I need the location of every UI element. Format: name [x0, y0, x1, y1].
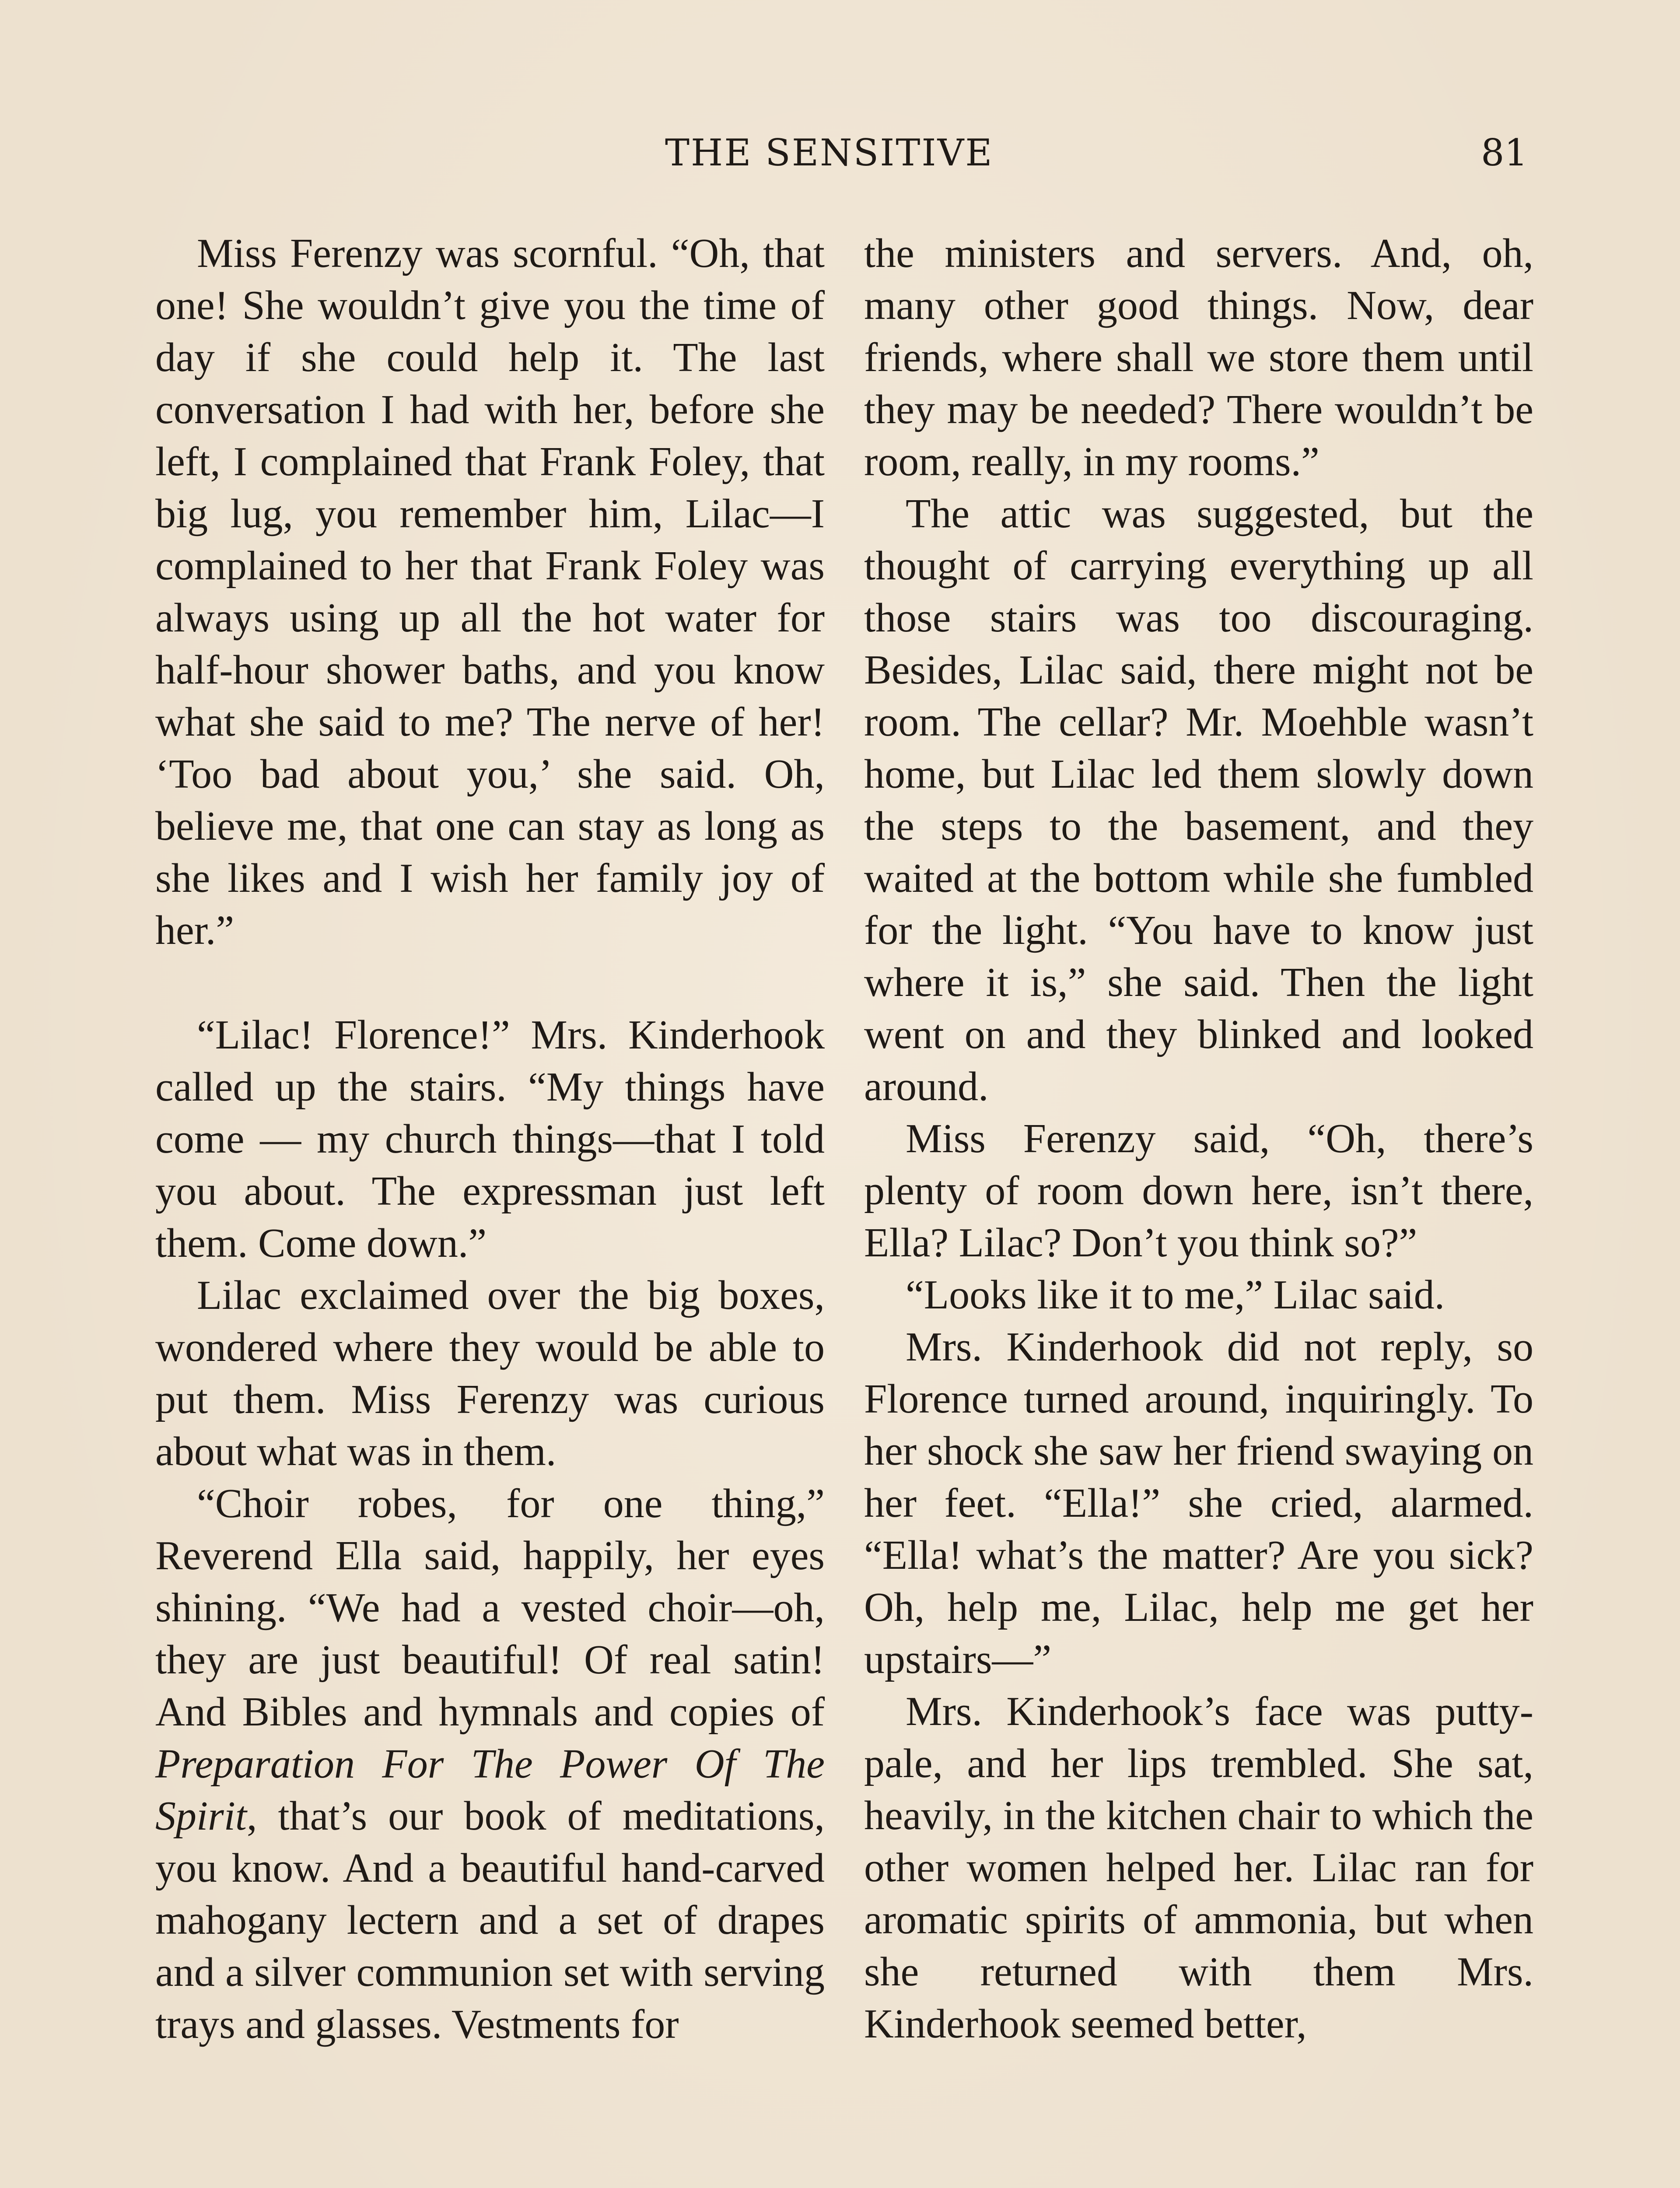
paragraph — [155, 1478, 825, 2051]
paragraph: the ministers and servers. And, oh, many other good things. Now, dear friends, where shall we store them until they may be needed? There wouldn’t be room, really, in my rooms.” — [864, 231, 1533, 484]
paragraph: The attic was suggested, but the thought of carrying everything up all those stairs was too discouraging. Besides, Lilac said, there might not be room. The cellar? Mr. Moehble wasn’t home, but Lilac led them slowly down the steps to the basement, and they waited at the bottom while she fumbled for the light. “You have to know just where it is,” she said. Then the light went on and they blinked and looked around. — [864, 491, 1533, 1109]
page-number: 81 — [1481, 131, 1528, 174]
paragraph-text: , that’s our book of meditations, you know. And a beautiful hand-carved mahogany lectern and a set of drapes and a silver communion set with serving trays and glasses. Vestments for — [155, 1793, 825, 2047]
paragraph: “Lilac! Florence!” Mrs. Kinderhook called up the stairs. “My things have come — my church things—that I told you about. The expressman just left them. Come down.” — [155, 1012, 825, 1266]
section-break — [155, 957, 825, 1009]
paragraph-text: “Choir robes, for one thing,” Reverend Ella said, happily, her eyes shining. “We had a vested choir—oh, they are just beautiful! Of real satin! And Bibles and hymnals and copies of — [155, 1481, 825, 1735]
paragraph: Miss Ferenzy was scornful. “Oh, that one! She wouldn’t give you the time of day if she could help it. The last conversation I had with her, before she left, I complained that Frank Foley, that big lug, you remember him, Lilac—I complained to her that Frank Foley was always using up all the hot water for half-hour shower baths, and you know what she said to me? The nerve of her! ‘Too bad about you,’ she said. Oh, believe me, that one can stay as long as she likes and I wish her family joy of her.” — [155, 231, 825, 953]
paragraph: Mrs. Kinderhook did not reply, so Florence turned around, inquiringly. To her shock she saw her friend swaying on her feet. “Ella!” she cried, alarmed. “Ella! what’s the matter? Are you sick? Oh, help me, Lilac, help me get her upstairs—” — [864, 1324, 1533, 1682]
running-title: THE SENSITIVE — [665, 131, 994, 174]
paragraph: Lilac exclaimed over the big boxes, wondered where they would be able to put them. Miss Ferenzy was curious about what was in them. — [155, 1273, 825, 1474]
book-title: Preparation For The Power Of The Spirit — [155, 1741, 825, 1839]
left-column — [155, 228, 825, 2051]
paragraph: Mrs. Kinderhook’s face was putty-pale, and her lips trembled. She sat, heavily, in the kitchen chair to which the other women helped her. Lilac ran for aromatic spirits of ammonia, but when she returned with them Mrs. Kinderhook seemed better, — [864, 1689, 1533, 2047]
paragraph: Miss Ferenzy said, “Oh, there’s plenty of room down here, isn’t there, Ella? Lilac? Don’t you think so?” — [864, 1116, 1533, 1266]
paragraph: “Looks like it to me,” Lilac said. — [906, 1272, 1445, 1318]
right-column — [864, 228, 1533, 2050]
